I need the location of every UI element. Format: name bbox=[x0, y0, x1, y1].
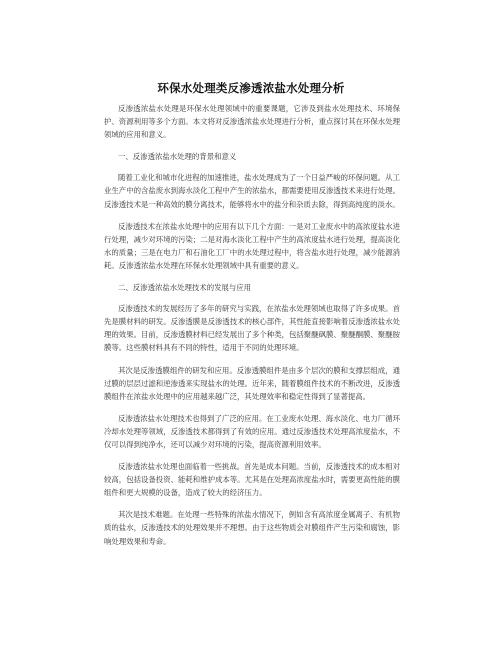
paragraph: 反渗透技术的发展经历了多年的研究与实践，在浓盐水处理领域也取得了许多成果。首先是膜材料的研发。反渗透膜是反渗透技术的核心部件，其性能直接影响着反渗透浓盐水处理的效果。目前，反渗透膜材料已经发展出了多个种类，包括聚醚砜膜、聚醚酮膜、聚醚胺膜等。这些膜材料具有不同的特性，适用于不同的处理环境。 bbox=[104, 304, 400, 353]
paragraph: 反渗透浓盐水处理技术也得到了广泛的应用。在工业废水处理、海水淡化、电力厂循环冷却水处理等领域，反渗透技术都得到了有效的应用。通过反渗透技术处理高浓度盐水，不仅可以得到纯净水，还可以减少对环境的污染，提高资源利用效率。 bbox=[104, 413, 400, 449]
paragraph: 其次是反渗透膜组件的研发和应用。反渗透膜组件是由多个层次的膜和支撑层组成，通过膜的层层过滤和逆渗透来实现盐水的处理。近年来，随着膜组件技术的不断改进，反渗透膜组件在浓盐水处理中的应用越来越广泛，其处理效率和稳定性得到了显著提高。 bbox=[104, 365, 400, 401]
paragraph: 反渗透技术在浓盐水处理中的应用有以下几个方面：一是对工业废水中的高浓度盐水进行处理，减少对环境的污染；二是对海水淡化工程中产生的高浓度盐水进行处理，提高淡化水的质量；三是在电力厂和石油化工厂中的水处理过程中，将含盐水进行处理，减少能源消耗。反渗透浓盐水处理在环保水处理领域中具有重要的意义。 bbox=[104, 221, 400, 270]
paragraph: 其次是技术难题。在处理一些特殊的浓盐水情况下，例如含有高浓度金属离子、有机物质的盐水，反渗透技术的处理效果并不理想。由于这些物质会对膜组件产生污染和腐蚀，影响处理效果和寿命。 bbox=[104, 510, 400, 546]
paragraph: 随着工业化和城市化进程的加速推进，盐水处理成为了一个日益严峻的环保问题。从工业生产中的含盐废水到海水淡化工程中产生的浓盐水，都需要使用反渗透技术来进行处理。反渗透技术是一种高效的膜分离技术，能够将水中的盐分和杂质去除，得到高纯度的淡水。 bbox=[104, 173, 400, 209]
document-body bbox=[104, 102, 400, 557]
section-heading-1: 一、反渗透浓盐水处理的背景和意义 bbox=[118, 152, 237, 162]
paragraph-intro: 反渗透浓盐水处理是环保水处理领域中的重要课题，它涉及到盐水处理技术、环境保护、资源利用等多个方面。本文将对反渗透浓盐水处理进行分析，重点探讨其在环保水处理领域的应用和意义。 bbox=[104, 104, 400, 140]
document-title: 环保水处理类反渗透浓盐水处理分析 bbox=[157, 81, 345, 95]
paragraph: 反渗透浓盐水处理也面临着一些挑战。首先是成本问题。当前，反渗透技术的成本相对较高，包括设备投资、能耗和维护成本等。尤其是在处理高浓度盐水时，需要更高性能的膜组件和更大规模的设备，造成了较大的经济压力。 bbox=[104, 462, 400, 498]
section-heading-2: 二、反渗透浓盐水处理技术的发展与应用 bbox=[118, 283, 252, 293]
